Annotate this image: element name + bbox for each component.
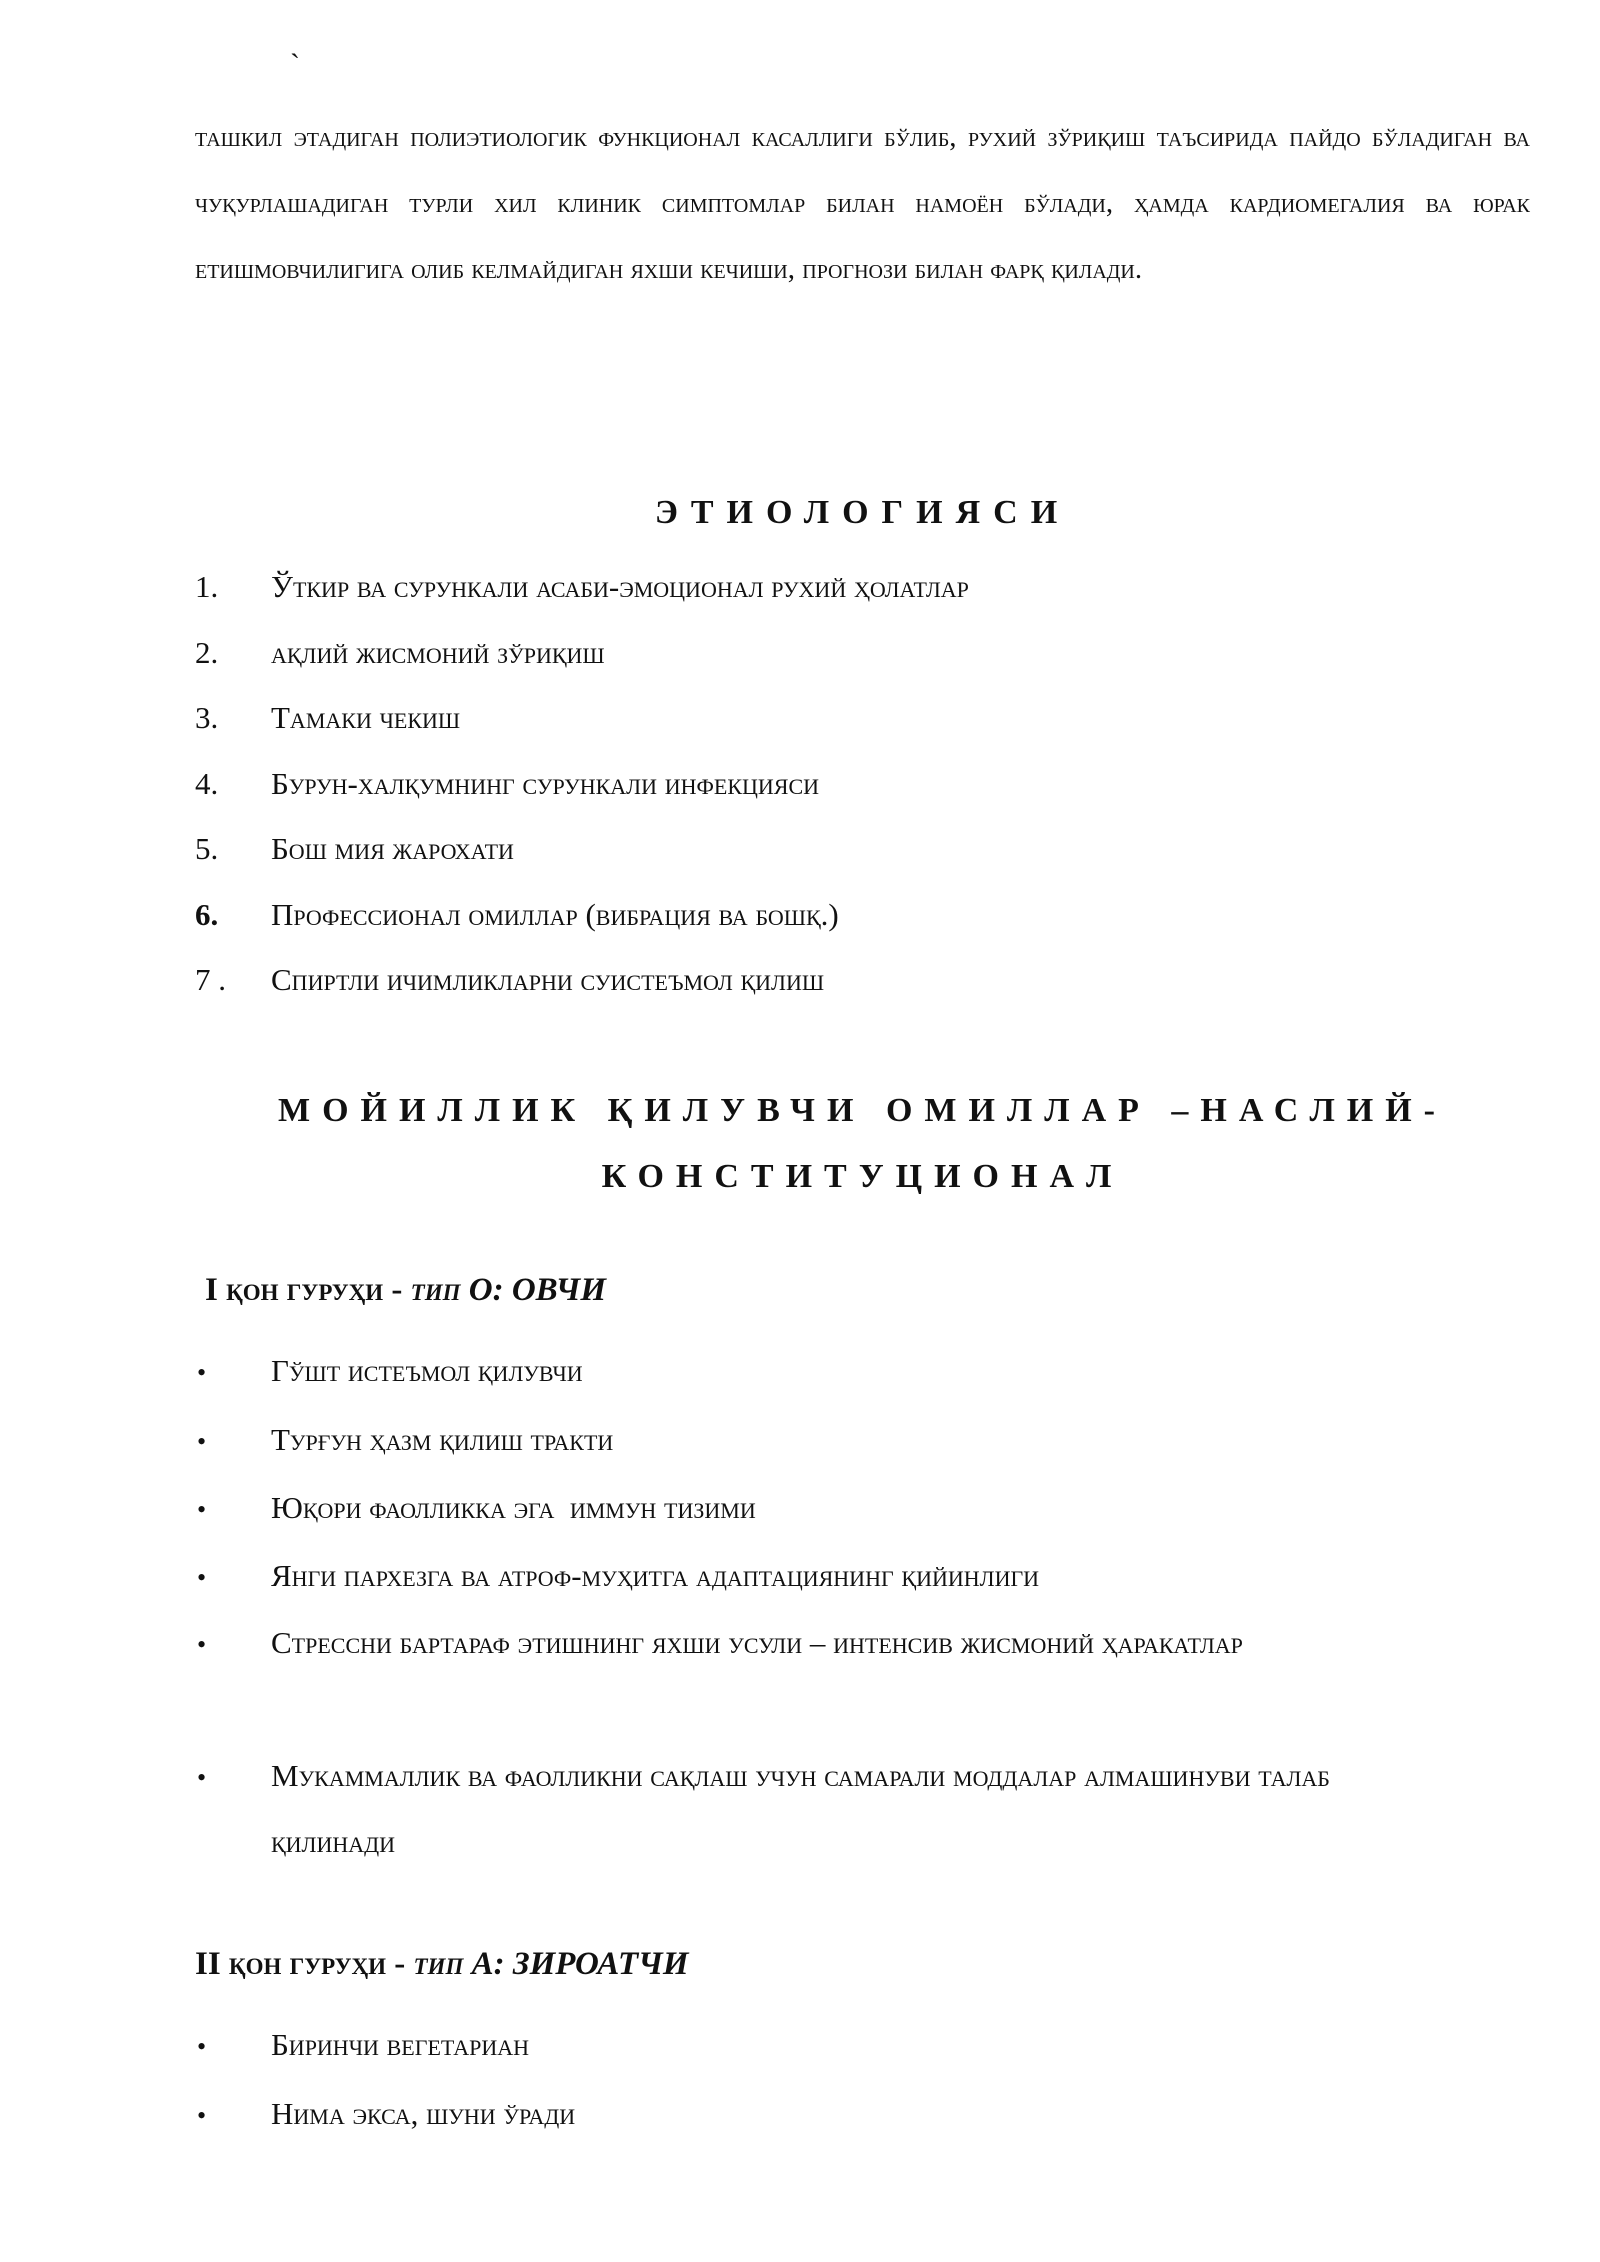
bullet-icon: •	[197, 1563, 207, 1592]
bullet-icon: •	[197, 1358, 207, 1387]
item-text: Спиртли ичимликларни суистеъмол қилиш	[271, 962, 825, 997]
group1-title	[205, 1272, 606, 1309]
item-text: Стрессни бартараф этишнинг яхши усули – интенсив жисмоний ҳаракатлар	[271, 1625, 1243, 1660]
item-text: Гўшт истеъмол қилувчи	[271, 1353, 583, 1388]
list-item	[195, 955, 1530, 1021]
item-text: Биринчи вегетариан	[271, 2027, 530, 2062]
item-text: Бурун-халқумнинг сурункали инфекцияси	[271, 765, 820, 801]
list-item	[195, 759, 1530, 825]
stray-mark: `	[290, 48, 300, 81]
predisposing-heading	[195, 1078, 1530, 1210]
item-text: Янги пархезга ва атроф-муҳитга адаптациянинг қийинлиги	[271, 1558, 1040, 1593]
intro-paragraph: ташкил этадиган полиэтиологик функционал касаллиги бўлиб, рухий зўриқиш таъсирида пайдо бўладиган ва чуқурлашадиган турли хил клиник симптомлар билан намоён бўлади, ҳамда кардиомегалия ва юрак етишмовчилигига олиб келмайдиган яхши кечиши, прогнози билан фарқ қилади.	[195, 121, 1530, 285]
item-text: ақлий жисмоний зўриқиш	[271, 634, 605, 670]
bullet-icon: •	[197, 1763, 207, 1792]
item-number: 6.	[195, 896, 219, 932]
item-number: 7 .	[195, 962, 226, 997]
list-item	[195, 562, 1530, 628]
item-text: Юқори фаолликка эга иммун тизими	[271, 1490, 756, 1525]
group1-title-type: тип О: ОВЧИ	[410, 1272, 607, 1308]
list-item	[195, 628, 1530, 694]
etiology-list	[195, 562, 1530, 1021]
group2-title-prefix: II қон гуруҳи -	[195, 1946, 414, 1982]
item-text: Нима экса, шуни ўради	[271, 2096, 576, 2131]
list-item	[195, 693, 1530, 759]
bullet-icon: •	[197, 1427, 207, 1456]
item-text: Профессионал омиллар (вибрация ва бошқ.)	[271, 896, 839, 932]
item-number: 4.	[195, 765, 219, 801]
item-number: 2.	[195, 634, 219, 670]
predisposing-heading-line1: МОЙИЛЛИК ҚИЛУВЧИ ОМИЛЛАР –НАСЛИЙ-	[277, 1092, 1447, 1129]
bullet-icon: •	[197, 2101, 207, 2130]
item-number: 3.	[195, 700, 219, 735]
item-text: Ўткир ва сурункали асаби-эмоционал рухий ҳолатлар	[271, 569, 969, 604]
list-item	[195, 890, 1530, 956]
list-item	[195, 824, 1530, 890]
item-text: Тамаки чекиш	[271, 700, 461, 735]
item-text: Турғун ҳазм қилиш тракти	[271, 1422, 614, 1457]
etiology-heading: ЭТИОЛОГИЯСИ	[654, 494, 1071, 531]
group1-title-prefix: I қон гуруҳи -	[205, 1272, 411, 1308]
bullet-icon: •	[197, 1630, 207, 1659]
group2-title	[195, 1946, 689, 1983]
predisposing-heading-line2: КОНСТИТУЦИОНАЛ	[601, 1158, 1124, 1195]
item-text: Бош мия жарохати	[271, 831, 514, 866]
item-number: 1.	[195, 569, 219, 604]
group2-title-type: тип А: ЗИРОАТЧИ	[413, 1946, 689, 1982]
bullet-icon: •	[197, 1495, 207, 1524]
item-text: Мукаммаллик ва фаолликни сақлаш учун самарали моддалар алмашинуви талаб қилинади	[271, 1758, 1330, 1859]
bullet-icon: •	[197, 2032, 207, 2061]
item-number: 5.	[195, 831, 219, 866]
